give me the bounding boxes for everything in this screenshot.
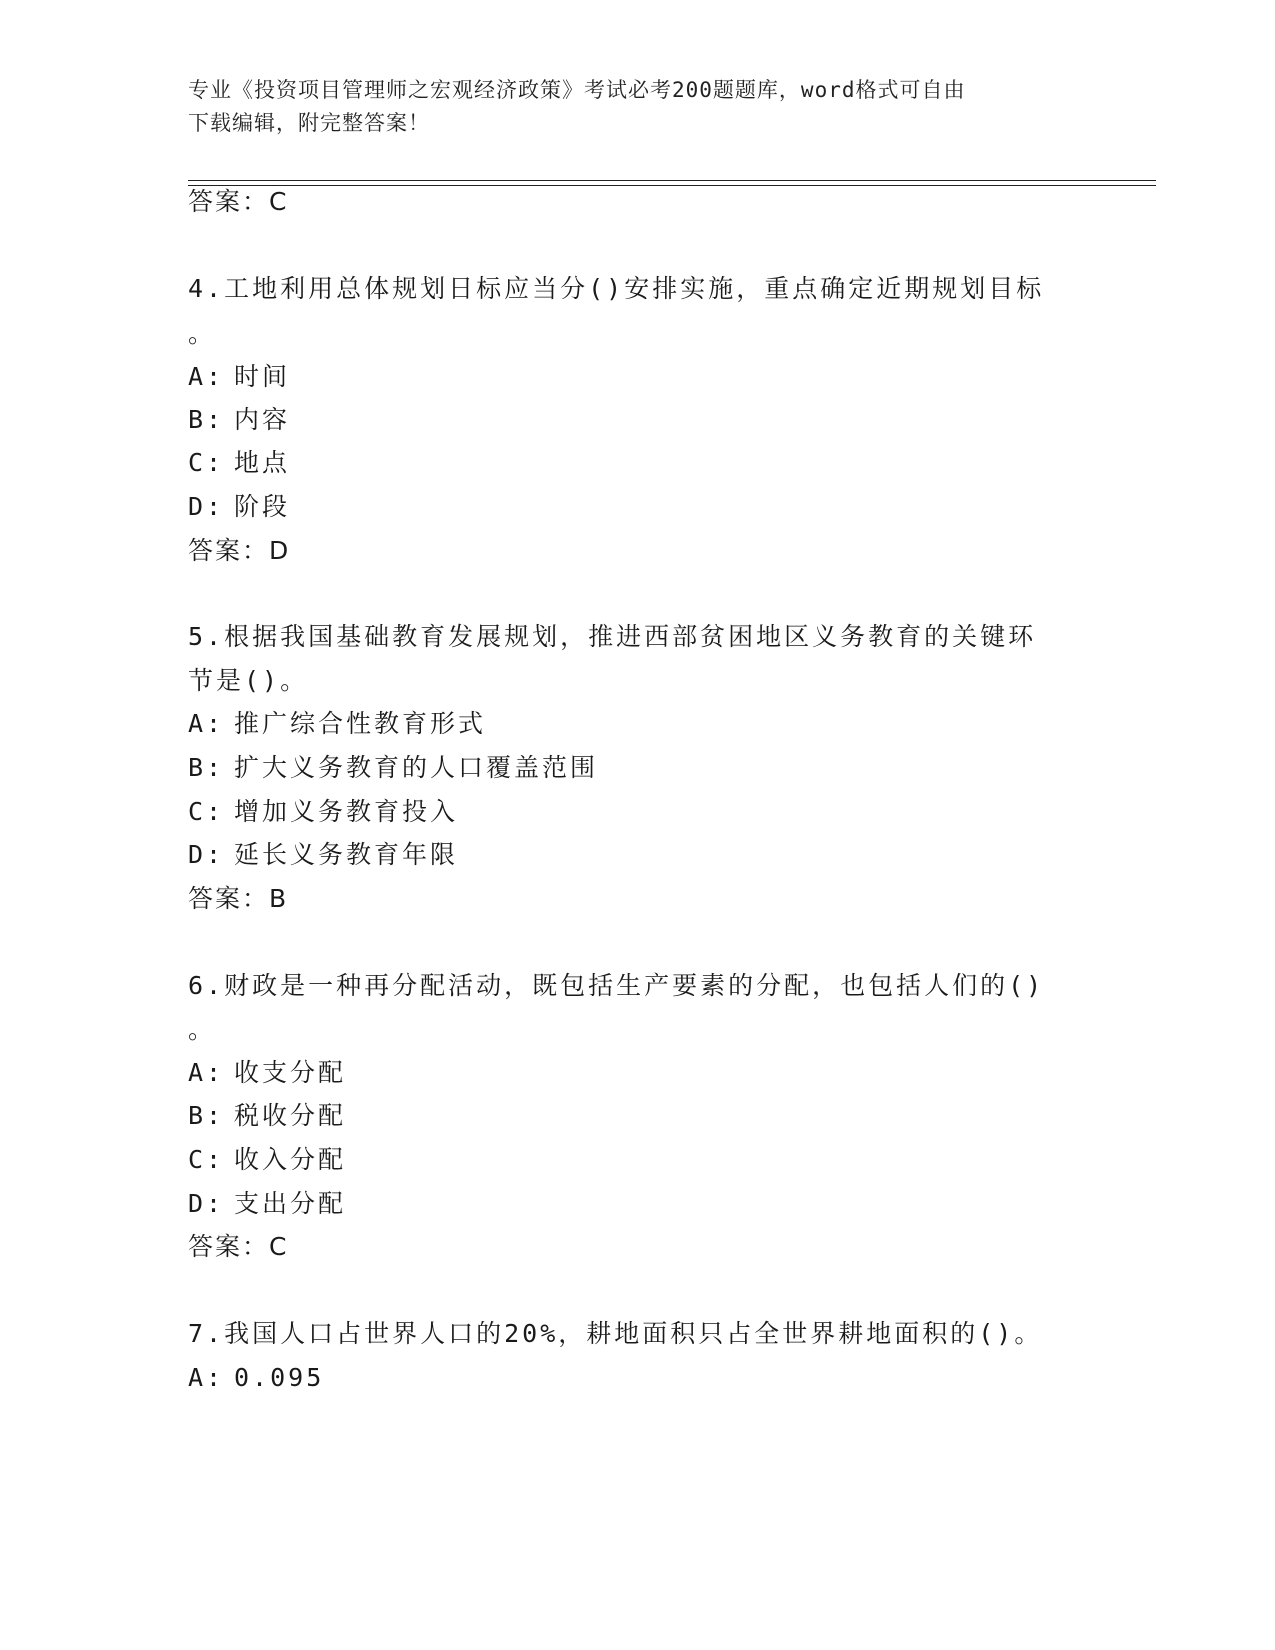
question-4-option-c xyxy=(188,446,290,480)
option-letter: C: xyxy=(188,1145,225,1174)
option-text: 地点 xyxy=(234,448,291,477)
header-line-1: 专业《投资项目管理师之宏观经济政策》考试必考200题题库，word格式可自由 xyxy=(188,78,966,102)
question-5-option-a xyxy=(188,707,486,741)
option-text: 延长义务教育年限 xyxy=(234,840,459,869)
document-header xyxy=(188,74,1078,140)
question-6-option-b xyxy=(188,1099,346,1133)
question-4-option-b xyxy=(188,403,290,437)
answer-q4: 答案：D xyxy=(188,536,291,565)
header-rule-bottom xyxy=(188,185,1156,186)
question-6-stem: 6.财政是一种再分配活动，既包括生产要素的分配，也包括人们的() xyxy=(188,971,1045,1000)
option-letter: D: xyxy=(188,1189,225,1218)
option-text: 扩大义务教育的人口覆盖范围 xyxy=(234,753,599,782)
header-line-2: 下载编辑，附完整答案！ xyxy=(188,111,430,135)
question-5-stem: 5.根据我国基础教育发展规划，推进西部贫困地区义务教育的关键环 xyxy=(188,622,1037,651)
option-letter: A: xyxy=(188,362,225,391)
question-7-stem: 7.我国人口占世界人口的20%，耕地面积只占全世界耕地面积的()。 xyxy=(188,1319,1043,1348)
header-rule-top xyxy=(188,180,1156,181)
question-5-option-c xyxy=(188,795,458,829)
option-letter: C: xyxy=(188,448,225,477)
option-text: 支出分配 xyxy=(234,1189,347,1218)
option-text: 税收分配 xyxy=(234,1101,347,1130)
answer-q6: 答案：C xyxy=(188,1232,289,1261)
option-letter: C: xyxy=(188,797,225,826)
option-text: 推广综合性教育形式 xyxy=(234,709,487,738)
question-6-option-a xyxy=(188,1056,346,1090)
option-text: 0.095 xyxy=(234,1363,325,1392)
option-letter: A: xyxy=(188,1058,225,1087)
option-letter: D: xyxy=(188,492,225,521)
question-7-option-a xyxy=(188,1361,324,1395)
option-text: 收支分配 xyxy=(234,1058,347,1087)
option-text: 时间 xyxy=(234,362,291,391)
question-4-option-a xyxy=(188,360,290,394)
question-4-stem-cont: 。 xyxy=(188,319,217,348)
option-letter: B: xyxy=(188,1101,225,1130)
question-4-stem: 4.工地利用总体规划日标应当分()安排实施，重点确定近期规划目标 xyxy=(188,274,1045,303)
option-text: 收入分配 xyxy=(234,1145,347,1174)
answer-q5: 答案：B xyxy=(188,884,289,913)
question-6-option-d xyxy=(188,1187,346,1221)
option-letter: B: xyxy=(188,405,225,434)
question-4-option-d xyxy=(188,490,290,524)
question-6-option-c xyxy=(188,1143,346,1177)
question-6-stem-cont: 。 xyxy=(188,1015,217,1044)
option-letter: A: xyxy=(188,709,225,738)
answer-q3: 答案：C xyxy=(188,187,289,216)
option-letter: B: xyxy=(188,753,225,782)
question-5-stem-cont: 节是()。 xyxy=(188,666,309,695)
option-text: 阶段 xyxy=(234,492,291,521)
option-text: 增加义务教育投入 xyxy=(234,797,459,826)
question-5-option-d xyxy=(188,838,458,872)
option-text: 内容 xyxy=(234,405,291,434)
question-5-option-b xyxy=(188,751,598,785)
option-letter: A: xyxy=(188,1363,225,1392)
option-letter: D: xyxy=(188,840,225,869)
